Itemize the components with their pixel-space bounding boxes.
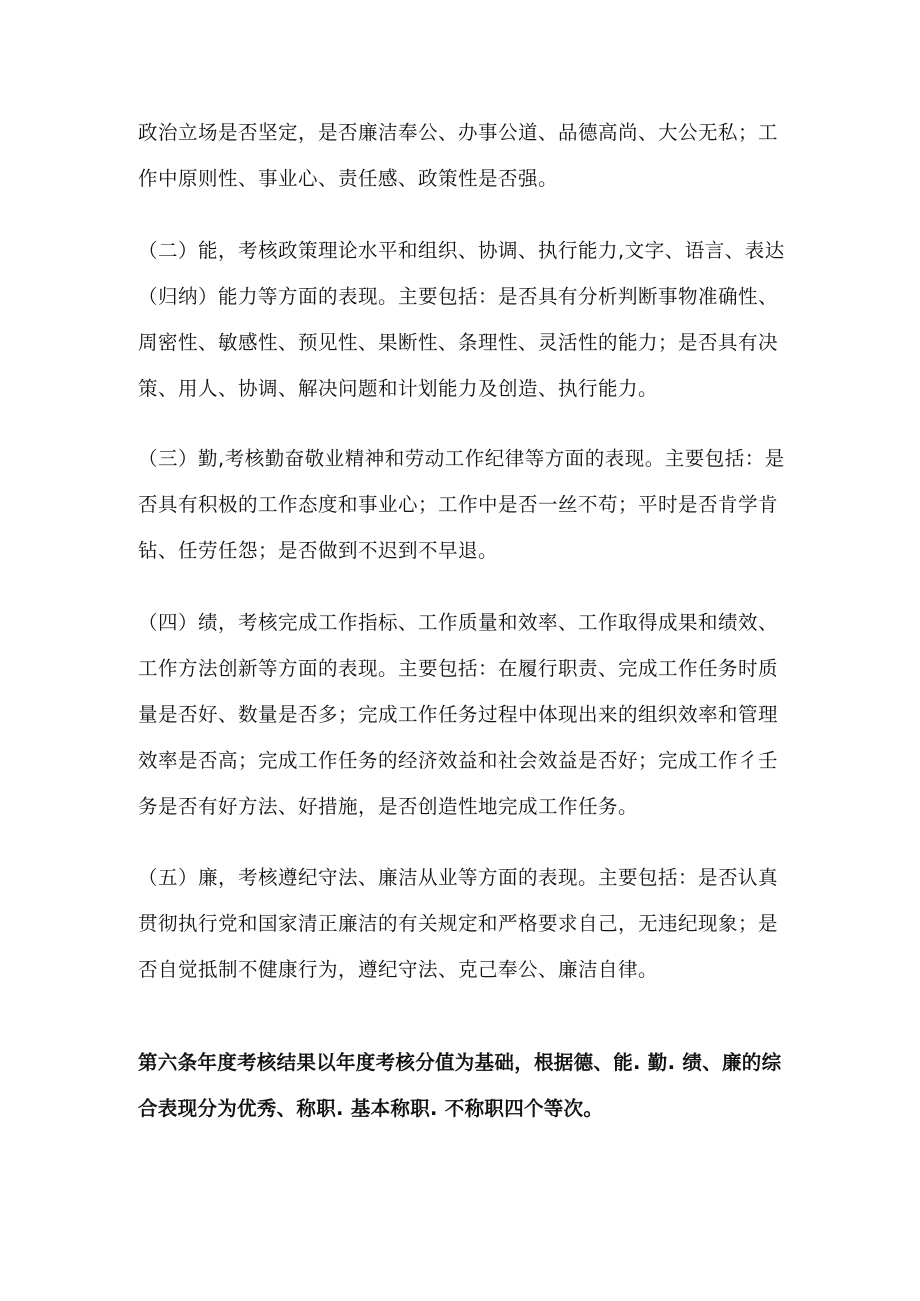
- text-line: 周密性、敏感性、预见性、果断性、条理性、灵活性的能力；是否具有决: [138, 331, 779, 354]
- text-line: （归纳）能力等方面的表现。主要包括：是否具有分析判断事物准确性、: [138, 285, 779, 308]
- text-line: （三）勤,考核勤奋敬业精神和劳动工作纪律等方面的表现。主要包括：是: [138, 447, 785, 470]
- text-line: 否具有积极的工作态度和事业心；工作中是否一丝不苟；平时是否肯学肯: [138, 493, 779, 516]
- text-line-bold: 合表现分为优秀、称职. 基本称职. 不称职四个等次。: [138, 1097, 604, 1120]
- text-line: （二）能，考核政策理论水平和组织、协调、执行能力,文字、语言、表达: [138, 239, 785, 262]
- text-line: 务是否有好方法、好措施，是否创造性地完成工作任务。: [138, 795, 639, 818]
- text-line: 效率是否高；完成工作任务的经济效益和社会效益是否好；完成工作彳壬: [138, 749, 779, 772]
- text-line: 否自觉抵制不健康行为，遵纪守法、克己奉公、廉洁自律。: [138, 958, 659, 981]
- text-line: 政治立场是否坚定，是否廉洁奉公、办事公道、品德高尚、大公无私；工: [138, 121, 779, 144]
- text-line: （四）绩，考核完成工作指标、工作质量和效率、工作取得成果和绩效、: [138, 611, 779, 634]
- text-line-bold: 第六条年度考核结果以年度考核分值为基础，根据德、能. 勤. 绩、廉的综: [138, 1051, 782, 1074]
- text-line: （五）廉，考核遵纪守法、廉洁从业等方面的表现。主要包括：是否认真: [138, 866, 779, 889]
- paragraph-section-qin: [138, 436, 798, 574]
- paragraph-section-lian: [138, 855, 798, 993]
- text-line: 工作方法创新等方面的表现。主要包括：在履行职责、完成工作任务时质: [138, 657, 779, 680]
- text-line: 作中原则性、事业心、责任感、政策性是否强。: [138, 167, 559, 190]
- paragraph-intro-continuation: [138, 110, 798, 202]
- paragraph-article-six: [138, 1040, 798, 1132]
- text-line: 贯彻执行党和国家清正廉洁的有关规定和严格要求自己，无违纪现象；是: [138, 912, 779, 935]
- text-line: 策、用人、协调、解决问题和计划能力及创造、执行能力。: [138, 377, 659, 400]
- paragraph-section-ji: [138, 600, 798, 830]
- text-line: 钻、任劳任怨；是否做到不迟到不早退。: [138, 539, 499, 562]
- paragraph-section-neng: [138, 228, 798, 412]
- text-line: 量是否好、数量是否多；完成工作任务过程中体现出来的组织效率和管理: [138, 703, 779, 726]
